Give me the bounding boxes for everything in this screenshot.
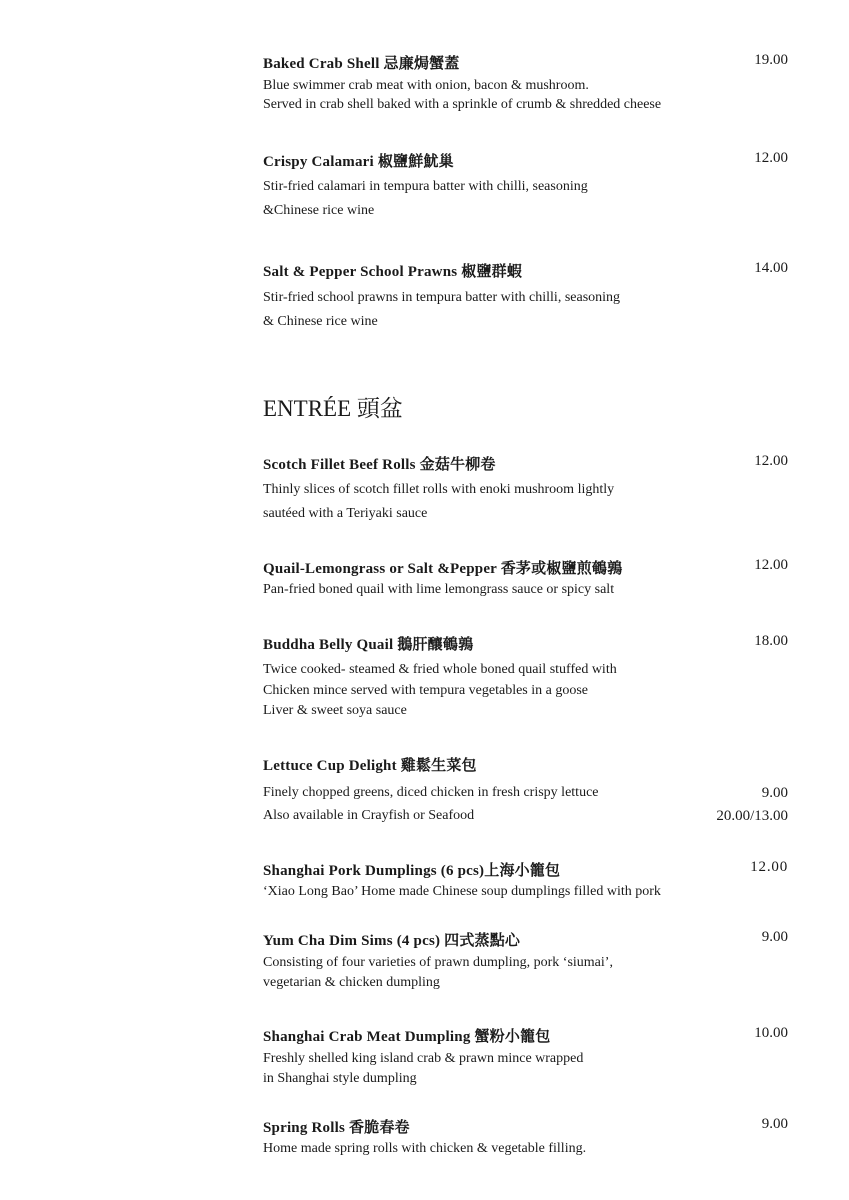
menu-item-price: 18.00 [754,633,788,649]
menu-item-description: Twice cooked- steamed & fried whole boned quail stuffed with [263,662,617,677]
menu-item-description: Consisting of four varieties of prawn dumpling, pork ‘siumai’, [263,955,613,970]
menu-item-name: Yum Cha Dim Sims (4 pcs) 四式蒸點心 [263,933,521,949]
menu-item-price: 10.00 [754,1025,788,1041]
menu-item-price: 9.00 [761,785,788,801]
menu-item-price: 9.00 [761,1116,788,1132]
menu-item-description: & Chinese rice wine [263,314,378,329]
menu-item-price: 14.00 [754,260,788,276]
menu-item-price: 12.00 [754,150,788,166]
menu-item-description: Thinly slices of scotch fillet rolls with enoki mushroom lightly [263,482,615,497]
menu-item-price: 19.00 [754,52,788,68]
menu-item-name: Crispy Calamari 椒鹽鮮魷巢 [263,154,454,170]
menu-item-description: Blue swimmer crab meat with onion, bacon & mushroom. [263,78,589,93]
menu-item-description: Home made spring rolls with chicken & vegetable filling. [263,1141,587,1156]
menu-item-description: Liver & sweet soya sauce [263,703,407,718]
menu-item-price: 9.00 [761,929,788,945]
menu-item-name: Baked Crab Shell 忌廉焗蟹蓋 [263,56,460,72]
menu-item-description: Chicken mince served with tempura vegetables in a goose [263,683,589,698]
menu-item-description: Also available in Crayfish or Seafood [263,808,475,823]
menu-item-name: Shanghai Pork Dumplings (6 pcs)上海小籠包 [263,863,561,879]
menu-item-description: Served in crab shell baked with a sprinkle of crumb & shredded cheese [263,97,662,112]
menu-item-name: Scotch Fillet Beef Rolls 金菇牛柳卷 [263,457,496,473]
menu-item-description: ‘Xiao Long Bao’ Home made Chinese soup dumplings filled with pork [263,884,661,899]
menu-item-name: Quail-Lemongrass or Salt &Pepper 香茅或椒鹽煎鵪鶉 [263,561,623,577]
menu-item-description: Pan-fried boned quail with lime lemongrass sauce or spicy salt [263,582,615,597]
menu-item-name: Salt & Pepper School Prawns 椒鹽群蝦 [263,264,523,280]
menu-item-description: in Shanghai style dumpling [263,1071,417,1086]
menu-item-description: vegetarian & chicken dumpling [263,975,440,990]
menu-item-name: Buddha Belly Quail 鵝肝釀鵪鶉 [263,637,474,653]
menu-item-name: Shanghai Crab Meat Dumpling 蟹粉小籠包 [263,1029,551,1045]
menu-item-price: 12.00 [754,557,788,573]
section-title: ENTRÉE 頭盆 [263,396,403,421]
menu-item-description: sautéed with a Teriyaki sauce [263,506,428,521]
menu-item-description: &Chinese rice wine [263,203,375,218]
menu-item-name: Lettuce Cup Delight 雞鬆生菜包 [263,758,477,774]
menu-item-description: Finely chopped greens, diced chicken in fresh crispy lettuce [263,785,599,800]
menu-item-price: 12.00 [754,453,788,469]
menu-item-description: Stir-fried calamari in tempura batter with chilli, seasoning [263,179,588,194]
menu-item-price: 20.00/13.00 [716,808,788,824]
menu-item-name: Spring Rolls 香脆春卷 [263,1120,410,1136]
menu-item-description: Freshly shelled king island crab & prawn mince wrapped [263,1051,584,1066]
menu-item-price: 12.00 [750,859,788,875]
menu-item-description: Stir-fried school prawns in tempura batter with chilli, seasoning [263,290,621,305]
